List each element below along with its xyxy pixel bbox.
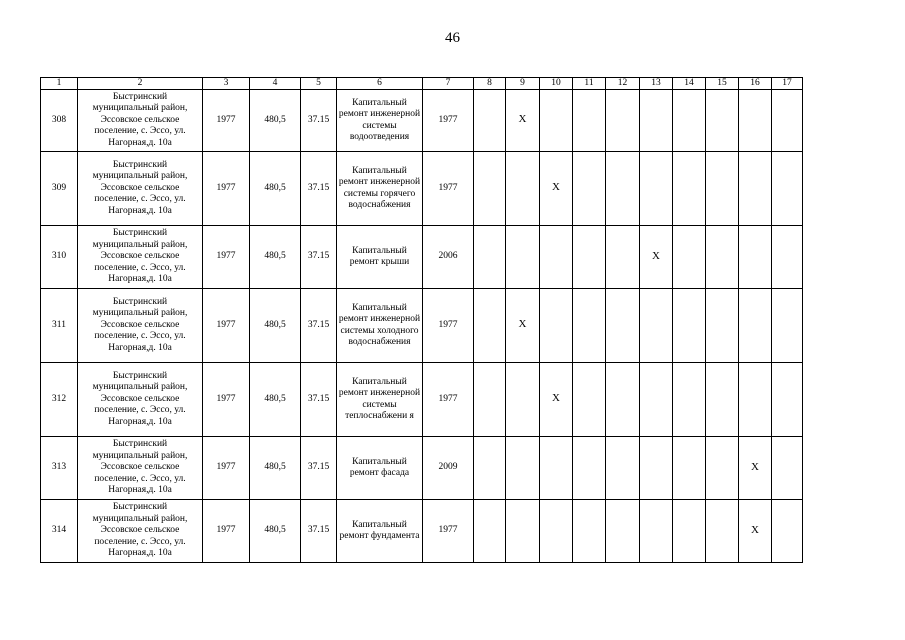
column-number-header: 13 bbox=[640, 78, 673, 90]
empty-cell bbox=[506, 363, 540, 437]
x-mark: X bbox=[552, 392, 560, 405]
area-cell: 480,5 bbox=[250, 500, 301, 563]
empty-cell bbox=[540, 289, 573, 363]
x-mark: X bbox=[552, 181, 560, 194]
empty-cell bbox=[772, 289, 803, 363]
year-cell: 2009 bbox=[423, 437, 474, 500]
column-number-header: 3 bbox=[203, 78, 250, 90]
empty-cell bbox=[772, 500, 803, 563]
empty-cell bbox=[706, 500, 739, 563]
empty-cell bbox=[673, 226, 706, 289]
address-cell: Быстринский муниципальный район, Эссовское сельское поселение, с. Эссо, ул. Нагорная,д. 10а bbox=[78, 437, 203, 500]
area-cell: 480,5 bbox=[250, 152, 301, 226]
row-number-cell: 313 bbox=[41, 437, 78, 500]
column-number-header: 15 bbox=[706, 78, 739, 90]
address-cell: Быстринский муниципальный район, Эссовское сельское поселение, с. Эссо, ул. Нагорная,д. 10а bbox=[78, 500, 203, 563]
row-number-cell: 314 bbox=[41, 500, 78, 563]
empty-cell bbox=[606, 90, 640, 152]
empty-cell bbox=[506, 152, 540, 226]
work-type-cell: Капитальный ремонт фундамента bbox=[337, 500, 423, 563]
mark-cell bbox=[640, 226, 673, 289]
address-cell: Быстринский муниципальный район, Эссовское сельское поселение, с. Эссо, ул. Нагорная,д. 10а bbox=[78, 363, 203, 437]
table-row bbox=[41, 226, 803, 289]
empty-cell bbox=[706, 152, 739, 226]
mark-cell bbox=[540, 363, 573, 437]
empty-cell bbox=[772, 90, 803, 152]
value-cell: 37.15 bbox=[301, 289, 337, 363]
empty-cell bbox=[540, 90, 573, 152]
value-cell: 37.15 bbox=[301, 437, 337, 500]
header-row bbox=[41, 78, 803, 90]
address-cell: Быстринский муниципальный район, Эссовское сельское поселение, с. Эссо, ул. Нагорная,д. 10а bbox=[78, 289, 203, 363]
mark-cell bbox=[739, 437, 772, 500]
x-mark: X bbox=[518, 318, 527, 331]
address-cell: Быстринский муниципальный район, Эссовское сельское поселение, с. Эссо, ул. Нагорная,д. 10а bbox=[78, 226, 203, 289]
work-type-cell: Капитальный ремонт крыши bbox=[337, 226, 423, 289]
empty-cell bbox=[673, 500, 706, 563]
mark-cell bbox=[506, 90, 540, 152]
empty-cell bbox=[573, 437, 606, 500]
empty-cell bbox=[540, 437, 573, 500]
empty-cell bbox=[474, 152, 506, 226]
value-cell: 37.15 bbox=[301, 226, 337, 289]
empty-cell bbox=[673, 152, 706, 226]
empty-cell bbox=[739, 90, 772, 152]
empty-cell bbox=[772, 226, 803, 289]
column-number-header: 12 bbox=[606, 78, 640, 90]
column-number-header: 9 bbox=[506, 78, 540, 90]
empty-cell bbox=[640, 152, 673, 226]
area-cell: 480,5 bbox=[250, 289, 301, 363]
year-cell: 2006 bbox=[423, 226, 474, 289]
work-type-cell: Капитальный ремонт инженерной системы холодного водоснабжения bbox=[337, 289, 423, 363]
empty-cell bbox=[640, 363, 673, 437]
column-number-header: 8 bbox=[474, 78, 506, 90]
empty-cell bbox=[606, 152, 640, 226]
empty-cell bbox=[673, 90, 706, 152]
row-number-cell: 309 bbox=[41, 152, 78, 226]
value-cell: 37.15 bbox=[301, 90, 337, 152]
empty-cell bbox=[474, 500, 506, 563]
empty-cell bbox=[673, 437, 706, 500]
year-cell: 1977 bbox=[203, 363, 250, 437]
empty-cell bbox=[606, 363, 640, 437]
work-type-cell: Капитальный ремонт инженерной системы горячего водоснабжения bbox=[337, 152, 423, 226]
column-number-header: 14 bbox=[673, 78, 706, 90]
table-row bbox=[41, 500, 803, 563]
area-cell: 480,5 bbox=[250, 90, 301, 152]
work-type-cell: Капитальный ремонт инженерной системы водоотведения bbox=[337, 90, 423, 152]
empty-cell bbox=[573, 363, 606, 437]
table-row bbox=[41, 90, 803, 152]
year-cell: 1977 bbox=[203, 289, 250, 363]
empty-cell bbox=[739, 226, 772, 289]
page-number: 46 bbox=[445, 30, 460, 46]
table-row bbox=[41, 289, 803, 363]
column-number-header: 1 bbox=[41, 78, 78, 90]
year-cell: 1977 bbox=[203, 226, 250, 289]
value-cell: 37.15 bbox=[301, 152, 337, 226]
column-number-header: 16 bbox=[739, 78, 772, 90]
empty-cell bbox=[706, 363, 739, 437]
empty-cell bbox=[706, 437, 739, 500]
empty-cell bbox=[772, 437, 803, 500]
empty-cell bbox=[506, 437, 540, 500]
row-number-cell: 311 bbox=[41, 289, 78, 363]
work-type-cell: Капитальный ремонт инженерной системы теплоснабжени я bbox=[337, 363, 423, 437]
year-cell: 1977 bbox=[203, 437, 250, 500]
area-cell: 480,5 bbox=[250, 363, 301, 437]
empty-cell bbox=[606, 437, 640, 500]
empty-cell bbox=[606, 289, 640, 363]
area-cell: 480,5 bbox=[250, 226, 301, 289]
empty-cell bbox=[606, 500, 640, 563]
column-number-header: 6 bbox=[337, 78, 423, 90]
x-mark: X bbox=[751, 523, 759, 536]
empty-cell bbox=[506, 500, 540, 563]
repair-schedule-table bbox=[40, 77, 803, 563]
year-cell: 1977 bbox=[423, 363, 474, 437]
x-mark: X bbox=[518, 113, 527, 126]
row-number-cell: 312 bbox=[41, 363, 78, 437]
empty-cell bbox=[474, 90, 506, 152]
column-number-header: 17 bbox=[772, 78, 803, 90]
empty-cell bbox=[640, 90, 673, 152]
empty-cell bbox=[673, 289, 706, 363]
column-number-header: 11 bbox=[573, 78, 606, 90]
empty-cell bbox=[573, 90, 606, 152]
empty-cell bbox=[706, 226, 739, 289]
year-cell: 1977 bbox=[423, 500, 474, 563]
empty-cell bbox=[474, 437, 506, 500]
column-number-header: 5 bbox=[301, 78, 337, 90]
empty-cell bbox=[739, 289, 772, 363]
empty-cell bbox=[640, 289, 673, 363]
empty-cell bbox=[706, 90, 739, 152]
table-row bbox=[41, 363, 803, 437]
empty-cell bbox=[706, 289, 739, 363]
address-cell: Быстринский муниципальный район, Эссовское сельское поселение, с. Эссо, ул. Нагорная,д. 10а bbox=[78, 90, 203, 152]
year-cell: 1977 bbox=[203, 90, 250, 152]
column-number-header: 10 bbox=[540, 78, 573, 90]
empty-cell bbox=[474, 363, 506, 437]
value-cell: 37.15 bbox=[301, 363, 337, 437]
mark-cell bbox=[506, 289, 540, 363]
work-type-cell: Капитальный ремонт фасада bbox=[337, 437, 423, 500]
empty-cell bbox=[474, 289, 506, 363]
x-mark: X bbox=[652, 249, 660, 262]
year-cell: 1977 bbox=[423, 289, 474, 363]
empty-cell bbox=[540, 500, 573, 563]
year-cell: 1977 bbox=[423, 90, 474, 152]
empty-cell bbox=[573, 289, 606, 363]
year-cell: 1977 bbox=[203, 152, 250, 226]
column-number-header: 7 bbox=[423, 78, 474, 90]
empty-cell bbox=[573, 226, 606, 289]
x-mark: X bbox=[751, 460, 759, 473]
empty-cell bbox=[772, 152, 803, 226]
mark-cell bbox=[540, 152, 573, 226]
year-cell: 1977 bbox=[423, 152, 474, 226]
table-row bbox=[41, 437, 803, 500]
empty-cell bbox=[640, 437, 673, 500]
column-number-header: 4 bbox=[250, 78, 301, 90]
value-cell: 37.15 bbox=[301, 500, 337, 563]
column-number-header: 2 bbox=[78, 78, 203, 90]
row-number-cell: 308 bbox=[41, 90, 78, 152]
empty-cell bbox=[739, 152, 772, 226]
empty-cell bbox=[506, 226, 540, 289]
address-cell: Быстринский муниципальный район, Эссовское сельское поселение, с. Эссо, ул. Нагорная,д. 10а bbox=[78, 152, 203, 226]
empty-cell bbox=[474, 226, 506, 289]
empty-cell bbox=[772, 363, 803, 437]
empty-cell bbox=[739, 363, 772, 437]
table-row bbox=[41, 152, 803, 226]
empty-cell bbox=[640, 500, 673, 563]
row-number-cell: 310 bbox=[41, 226, 78, 289]
empty-cell bbox=[673, 363, 706, 437]
mark-cell bbox=[739, 500, 772, 563]
empty-cell bbox=[540, 226, 573, 289]
empty-cell bbox=[606, 226, 640, 289]
empty-cell bbox=[573, 152, 606, 226]
empty-cell bbox=[573, 500, 606, 563]
year-cell: 1977 bbox=[203, 500, 250, 563]
area-cell: 480,5 bbox=[250, 437, 301, 500]
